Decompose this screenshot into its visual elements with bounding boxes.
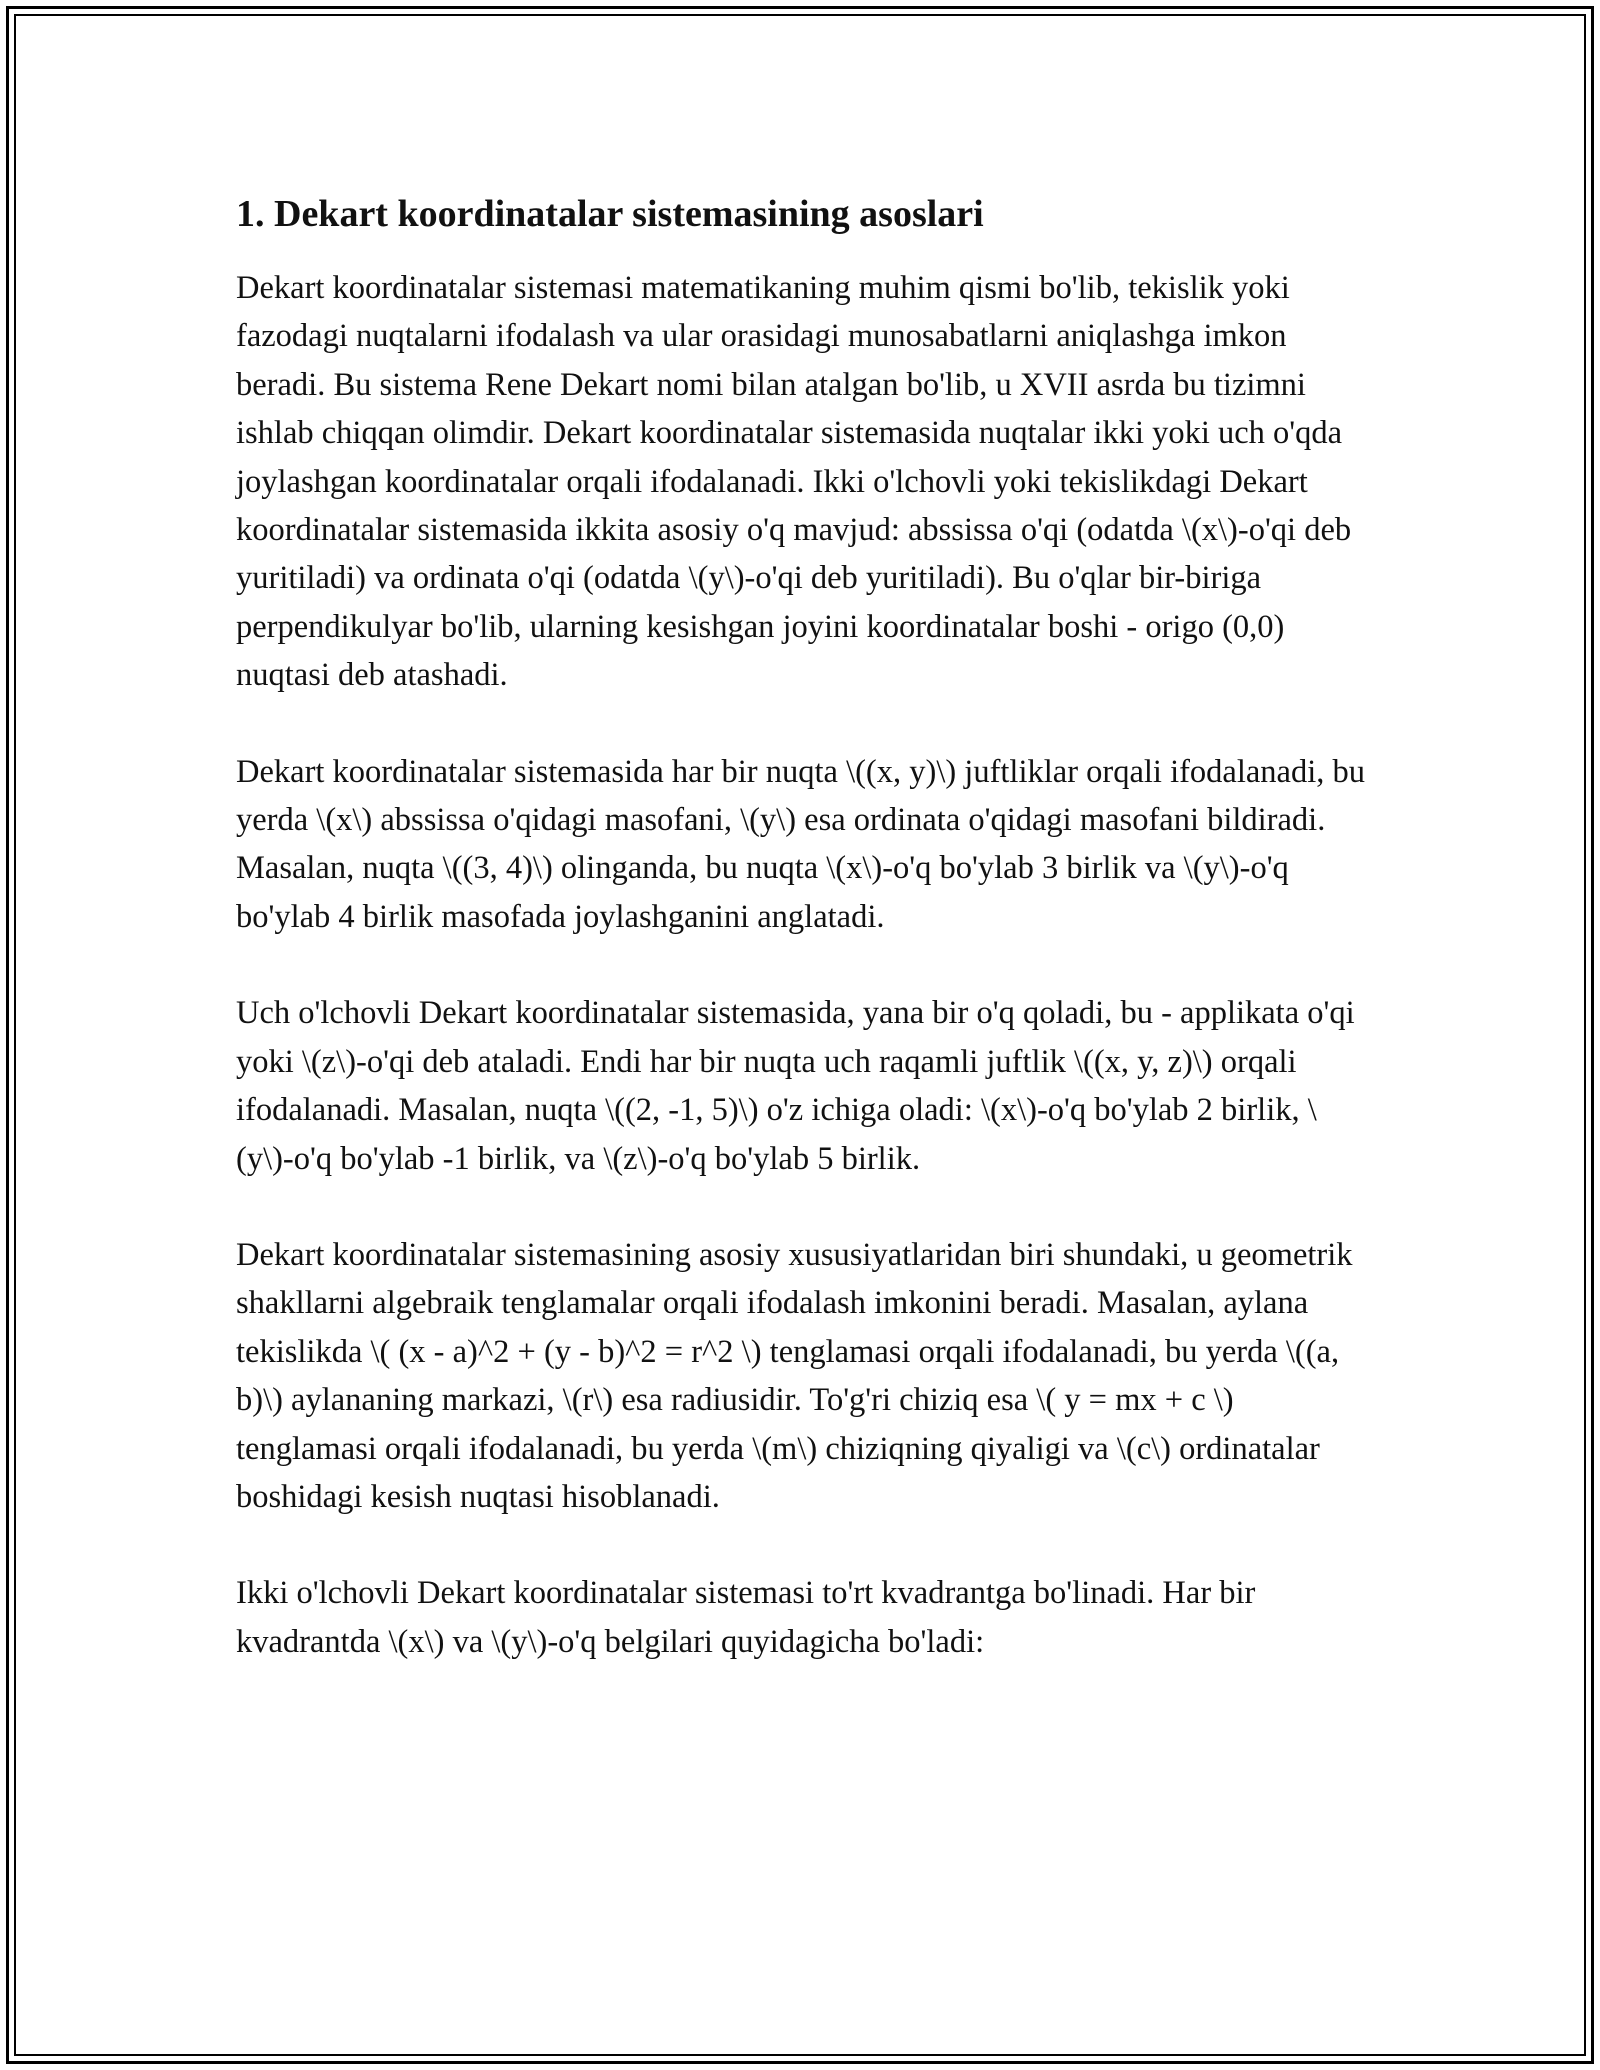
paragraph-equations: Dekart koordinatalar sistemasining asosiy xususiyatlaridan biri shundaki, u geometrik shakllarni algebraik tenglamalar orqali ifodalash imkonini beradi. Masalan, aylana tekislikda \( (x - a)^2 + (y - b)^2 = r^2 \) tenglamasi orqali ifodalanadi, bu yerda \((a, b)\) aylananing markazi, \(r\) esa radiusidir. To'g'ri chiziq esa \( y = mx + c \) tenglamasi orqali ifodalanadi, bu yerda \(m\) chiziqning qiyaligi va \(c\) ordinatalar boshidagi kesish nuqtasi hisoblanadi. (236, 1236, 1353, 1515)
paragraph-quadrants: Ikki o'lchovli Dekart koordinatalar sistemasi to'rt kvadrantga bo'linadi. Har bir kvadrantda \(x\) va \(y\)-o'q belgilari quyidagicha bo'ladi: (236, 1575, 1256, 1660)
paragraph-2d-points: Dekart koordinatalar sistemasida har bir nuqta \((x, y)\) juftliklar orqali ifodalanadi, bu yerda \(x\) abssissa o'qidagi masofani, \(y\) esa ordinata o'qidagi masofani bildiradi. Masalan, nuqta \((3, 4)\) olinganda, bu nuqta \(x\)-o'q bo'ylab 3 birlik va \(y\)-o'q bo'ylab 4 birlik masofada joylashganini anglatadi. (236, 753, 1366, 935)
document-body (236, 186, 1366, 1714)
paragraph-3d-points: Uch o'lchovli Dekart koordinatalar sistemasida, yana bir o'q qoladi, bu - applikata o'qi yoki \(z\)-o'qi deb ataladi. Endi har bir nuqta uch raqamli juftlik \((x, y, z)\) orqali ifodalanadi. Masalan, nuqta \((2, -1, 5)\) o'z ichiga oladi: \(x\)-o'q bo'ylab 2 birlik, \(y\)-o'q bo'ylab -1 birlik, va \(z\)-o'q bo'ylab 5 birlik. (236, 995, 1355, 1177)
section-heading: 1. Dekart koordinatalar sistemasining asoslari (236, 193, 984, 235)
paragraph-intro: Dekart koordinatalar sistemasi matematikaning muhim qismi bo'lib, tekislik yoki fazodagi nuqtalarni ifodalash va ular orasidagi munosabatlarni aniqlashga imkon beradi. Bu sistema Rene Dekart nomi bilan atalgan bo'lib, u XVII asrda bu tizimni ishlab chiqqan olimdir. Dekart koordinatalar sistemasida nuqtalar ikki yoki uch o'qda joylashgan koordinatalar orqali ifodalanadi. Ikki o'lchovli yoki tekislikdagi Dekart koordinatalar sistemasida ikkita asosiy o'q mavjud: abssissa o'qi (odatda \(x\)-o'qi deb yuritiladi) va ordinata o'qi (odatda \(y\)-o'qi deb yuritiladi). Bu o'qlar bir-biriga perpendikulyar bo'lib, ularning kesishgan joyini koordinatalar boshi - origo (0,0) nuqtasi deb atashadi. (236, 270, 1352, 694)
